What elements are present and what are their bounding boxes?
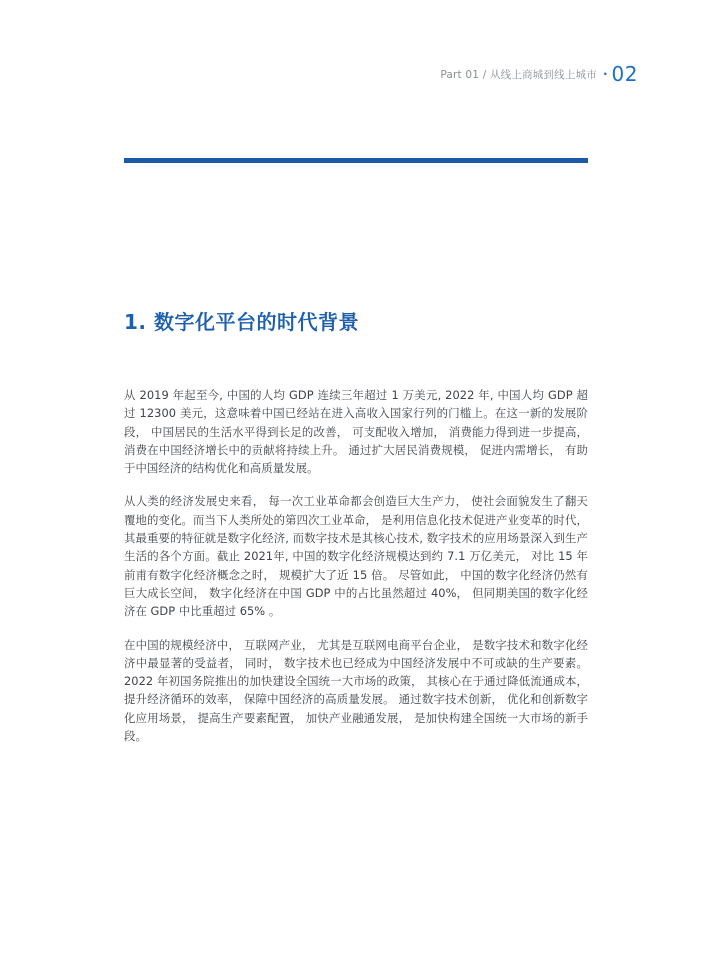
section-heading: 1. 数字化平台的时代背景 (124, 310, 359, 334)
paragraph-1: 从 2019 年起至今, 中国的人均 GDP 连续三年超过 1 万美元, 2022 年, 中国人均 GDP 超过 12300 美元，这意味着中国已经站在进入高收入国家行列的门槛上。在这一新的发展阶段， 中国居民的生活水平得到长足的改善， 可支配收入增加， 消费能力得到进一步提高， 消费在中国经济增长中的贡献将持续上升。 通过扩大居民消费规模， 促进内需增长， 有助于中国经济的结构优化和高质量发展。 (124, 388, 588, 476)
separator-dot: · (602, 67, 608, 81)
paragraph-2: 从人类的经济发展史来看， 每一次工业革命都会创造巨大生产力， 使社会面貌发生了翻天覆地的变化。而当下人类所处的第四次工业革命， 是利用信息化技术促进产业变革的时代， 其最重要的特征就是数字化经济, 而数字技术是其核心技术, 数字技术的应用场景深入到生产生活的各个方面。截止 2021年, 中国的数字化经济规模达到约 7.1 万亿美元， 对比 15 年前甫有数字化经济概念之时， 规模扩大了近 15 倍。 尽管如此， 中国的数字化经济仍然有巨大成长空间， 数字化经济在中国 GDP 中的占比虽然超过 40%， 但同期美国的数字化经济在 GDP 中比重超过 65% 。 (124, 494, 588, 619)
paragraph-3: 在中国的规模经济中， 互联网产业， 尤其是互联网电商平台企业， 是数字技术和数字化经济中最显著的受益者， 同时， 数字技术也已经成为中国经济发展中不可或缺的生产要素。 2022 年初国务院推出的加快建设全国统一大市场的政策， 其核心在于通过降低流通成本， 提升经济循环的效率， 保障中国经济的高质量发展。 通过数字技术创新， 优化和创新数字化应用场景， 提高生产要素配置， 加快产业融通发展， 是加快构建全国统一大市场的新手段。 (124, 637, 588, 744)
page-number: 02 (611, 62, 638, 86)
section-label: Part 01 / 从线上商城到线上城市 (440, 68, 597, 81)
body-text (124, 386, 588, 760)
header-divider (124, 158, 588, 163)
running-header (440, 62, 638, 86)
